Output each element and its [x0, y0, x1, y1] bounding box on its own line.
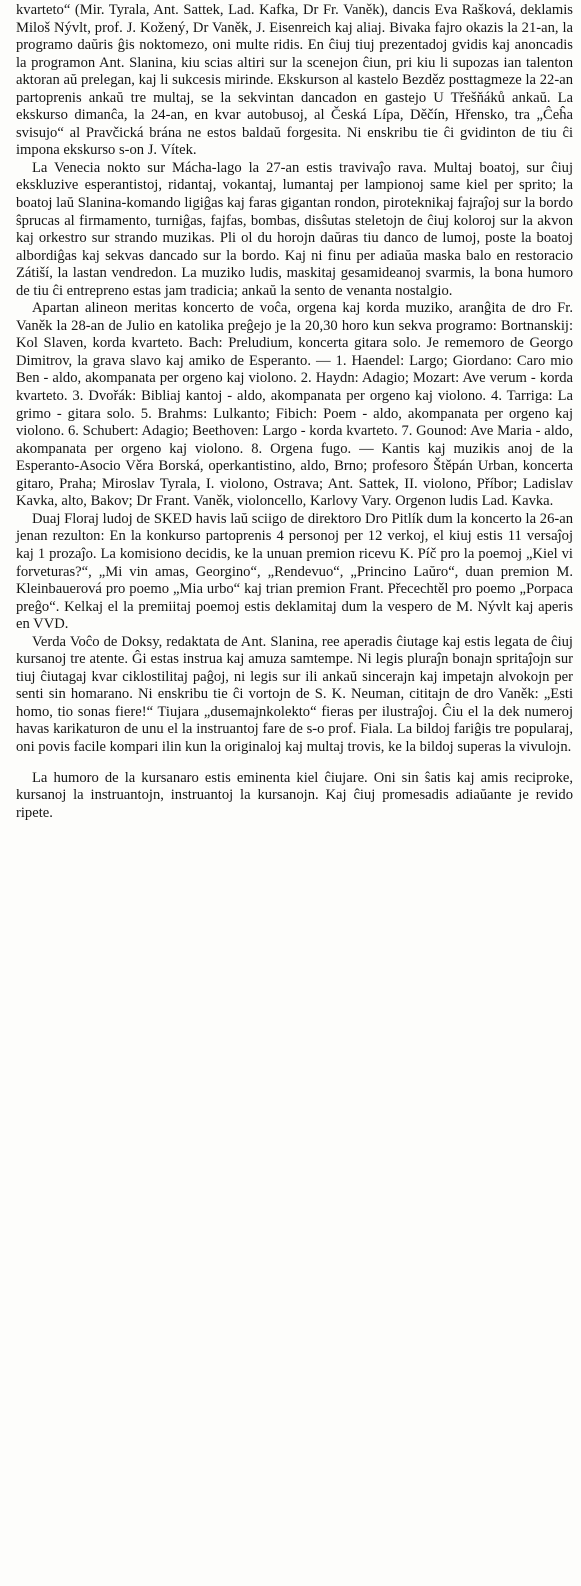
paragraph-concert: Apartan alineon meritas koncerto de voĉa, orgena kaj korda muziko, aranĝita de dro Fr. Vaněk la 28-an de Julio en katolika preĝejo je la 20,30 horo kun sekva programo: Bortnanskij: Kol Slaven, korda kvarteto. Bach: Preludium, koncerta gitara solo. Je rememoro de Georgo Dimitrov, la grava slavo kaj amiko de Esperanto. — 1. Haendel: Largo; Giordano: Caro mio Ben - aldo, akompanata per orgeno kaj violono. 2. Haydn: Adagio; Mozart: Ave verum - korda kvarteto. 3. Dvořák: Bibliaj kantoj - aldo, akompanata per orgeno kaj violono. 4. Tarriga: La grimo - gitara solo. 5. Brahms: Lulkanto; Fibich: Poem - aldo, akompanata per orgeno kaj violono. 6. Schubert: Adagio; Beethoven: Largo - korda kvarteto. 7. Gounod: Ave Maria - aldo, akompanata per orgeno kaj violono. 8. Orgena fugo. — Kantis kaj muzikis anoj de la Esperanto-Asocio Věra Borská, operkantistino, aldo, Brno; profesoro Štěpán Urban, koncerta gitaro, Praha; Miroslav Tyrala, I. violono, Ostrava; Ant. Sattek, II. violono, Příbor; Ladislav Kavka, alto, Bakov; Dr Frant. Vaněk, violoncello, Karlovy Vary. Orgenon ludis Lad. Kavka. — [16, 300, 573, 510]
paragraph-camp-events: kvarteto“ (Mir. Tyrala, Ant. Sattek, Lad. Kafka, Dr Fr. Vaněk), dancis Eva Rašková, deklamis Miloš Nývlt, prof. J. Kožený, Dr Vaněk, J. Eisenreich kaj aliaj. Bivaka fajro okazis la 21-an, la programo daŭris ĝis noktomezo, oni multe ridis. En ĉiuj tiuj prezentadoj gvidis kaj anoncadis la programon Ant. Slanina, kiu scias altiri sur la scenejon ĉiun, pri kiu li supozas ian talenton aktoran aŭ prelegan, kaj li sukcesis mirinde. Ekskurson al kastelo Bezděz posttagmeze la 22-an partoprenis ankaŭ tre multaj, se la sekvintan dancadon en gastejo U Třešňáků ankaŭ. La ekskurso dimanĉa, la 24-an, en kvar autobusoj, al Česká Lípa, Děčín, Hřensko, tra „Ĉeĥa svisujo“ al Pravčická brána ne estos baldaŭ forgesita. Ni enskribu tie ĉi gvidinton de tiu ĉi impona ekskurso s-on J. Vítek. — [16, 2, 573, 159]
paragraph-floral-games: Duaj Floraj ludoj de SKED havis laŭ sciigo de direktoro Dro Pitlík dum la koncerto la 26-an jenan rezulton: En la konkurso partoprenis 4 personoj per 12 verkoj, el kiuj estis 11 versaĵoj kaj 1 prozaĵo. La komisiono decidis, ke la unuan premion ricevu K. Píč pro la poemoj „Kiel vi forveturas?“, „Mi vin amas, Georgino“, „Rendevuo“, „Princino Laŭro“, duan premion M. Kleinbauerová pro poemo „Mia urbo“ kaj trian premion Frant. Přecechtěl pro poemo „Porpaca preĝo“. Kelkaj el la premiitaj poemoj estis deklamitaj dum la vespero de M. Nývlt kaj aperis en VVD. — [16, 510, 573, 633]
paragraph-gap — [16, 757, 573, 770]
paragraph-venetian-night: La Venecia nokto sur Mácha-lago la 27-an estis travivaĵo rava. Multaj boatoj, sur ĉiuj ekskluzive esperantistoj, ridantaj, vokantaj, lumantaj per lampionoj same kiel per sprito; la boatoj laŭ Slanina-komando ligiĝas kaj faras gigantan rondon, piroteknikaj fajraĵoj sur la bordo ŝprucas al firmamento, turniĝas, fajfas, bombas, disŝutas steletojn de ĉiuj koloroj sur la akvon kaj orkestro sur strando muzikas. Pli ol du horojn daŭras tiu danco de lumoj, poste la boatoj albordiĝas kaj sekvas dancado sur la bordo. Kaj ni finu per adiaŭa maska balo en restoracio Zátiší, la lastan vendredon. La muziko ludis, maskitaj gesamideanoj svarmis, la bona humoro de tiu ĉi entrepreno estas jam tradicia; ankaŭ la sento de venanta nostalgio. — [16, 159, 573, 299]
paragraph-humor: La humoro de la kursanaro estis eminenta kiel ĉiujare. Oni sin ŝatis kaj amis reciproke, kursanoj la instruantojn, instruantoj la kursanojn. Kaj ĉiuj promesadis adiaŭante je revido ripete. — [16, 769, 573, 821]
paragraph-verda-voco: Verda Voĉo de Doksy, redaktata de Ant. Slanina, ree aperadis ĉiutage kaj estis legata de ĉiuj kursanoj tre atente. Ĝi estas instrua kaj amuza samtempe. Ni legis pluraĵn bonajn spritaĵojn sur tiuj ĉiutagaj kvar ciklostilitaj paĝoj, ni legis sur ili ankaŭ sincerajn kaj impetajn alvokojn per senti sin homarano. Ni enskribu tie ĉi vortojn de S. K. Neuman, cititajn de dro Vaněk: „Esti homo, tio sonas fiere!“ Tiujara „dusemajnkolekto“ fieras per ilustraĵoj. Ĉiu el la dek numeroj havas karikaturon de unu el la instruantoj fare de s-o prof. Fiala. La bildoj fariĝis tre popularaj, oni povis facile kompari ilin kun la originaloj kaj multaj trovis, ke la bildoj superas la vivulojn. — [16, 633, 573, 755]
